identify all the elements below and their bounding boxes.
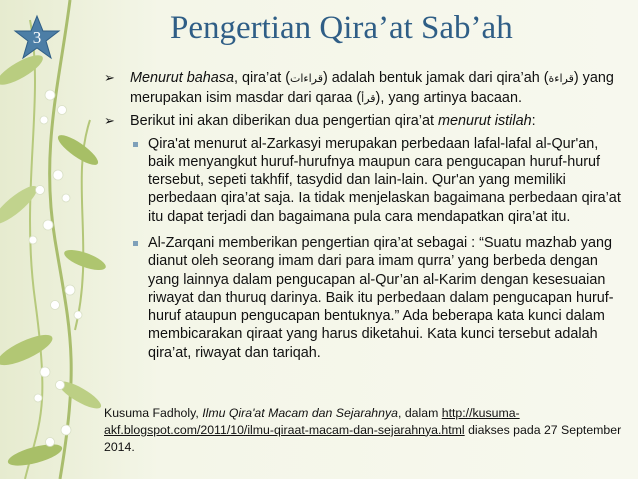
arrowhead-bullet-icon: ➢ xyxy=(104,113,115,128)
citation xyxy=(104,405,624,455)
square-bullet-icon xyxy=(130,234,148,252)
arrowhead-bullet-icon: ➢ xyxy=(104,70,115,85)
citation-work-title: Ilmu Qira'at Macam dan Sejarahnya xyxy=(202,406,398,420)
arabic-term: قراءات xyxy=(290,72,323,85)
term-italic: menurut istilah xyxy=(438,113,532,129)
text-run: : xyxy=(531,113,536,129)
citation-access-date: diakses pada 27 September 2014. xyxy=(104,422,622,454)
bullet-item xyxy=(104,69,624,108)
slide-number: 3 xyxy=(32,28,42,47)
bullet-item xyxy=(104,112,624,131)
sub-bullet-item xyxy=(130,135,624,226)
text-run: ) yang merupakan isim masdar dari qaraa ( xyxy=(130,70,614,106)
text-run: Berikut ini akan diberikan dua pengertian qira’at xyxy=(130,113,438,129)
slide-number-badge xyxy=(12,14,62,64)
arabic-term: قراءة xyxy=(548,72,574,85)
source-link[interactable]: http://kusuma-akf.blogspot.com/2011/10/ilmu-qiraat-macam-dan-sejarahnya.html xyxy=(104,406,520,437)
sub-bullet-item xyxy=(130,234,624,362)
arabic-term: قرأ xyxy=(361,91,376,105)
bullet-text xyxy=(130,69,624,108)
slide-title: Pengertian Qira’at Sab’ah xyxy=(170,10,513,46)
term-italic: Menurut bahasa xyxy=(130,70,235,86)
sub-bullet-text: Qira'at menurut al-Zarkasyi merupakan perbedaan lafal-lafal al-Qur'an, baik menyangkut huruf-hurufnya maupun cara pengucapan huruf-huruf tersebut, sepeti takhfif, tasydid dan lain-lain. Qur'an yang memiliki perbedaan qira’at saja. Ia tidak menjelaskan bagaimana perbedaan qira’at itu dapat terjadi dan bagaimana pula cara mendapatkan qira’at itu. xyxy=(148,135,621,225)
sub-bullet-text: Al-Zarqani memberikan pengertian qira’at sebagai : “Suatu mazhab yang dianut oleh seorang imam dari para imam qurra’ yang berbeda dengan yang lainnya dalam pengucapan al-Qur’an al-Karim dengan kesesuaian riwayat dan thuruq darinya. Baik itu perbedaan dalam pengucapan huruf-huruf ataupun pengucapan bentuknya.” Ada beberapa kata kunci dalam membicarakan qiraat yang harus diketahui. Kata kunci tersebut adalah qira’at, riwayat dan tariqah. xyxy=(148,234,614,361)
text-run: , qira’at ( xyxy=(234,70,290,86)
content-body xyxy=(104,69,624,362)
citation-author: Kusuma Fadholy, xyxy=(104,406,203,420)
text-run: ), yang artinya bacaan. xyxy=(375,89,522,106)
square-bullet-icon xyxy=(130,135,148,153)
text-run: , dalam xyxy=(397,406,442,420)
text-run: ) adalah bentuk jamak dari qira’ah ( xyxy=(322,70,549,86)
bullet-text xyxy=(130,112,536,131)
